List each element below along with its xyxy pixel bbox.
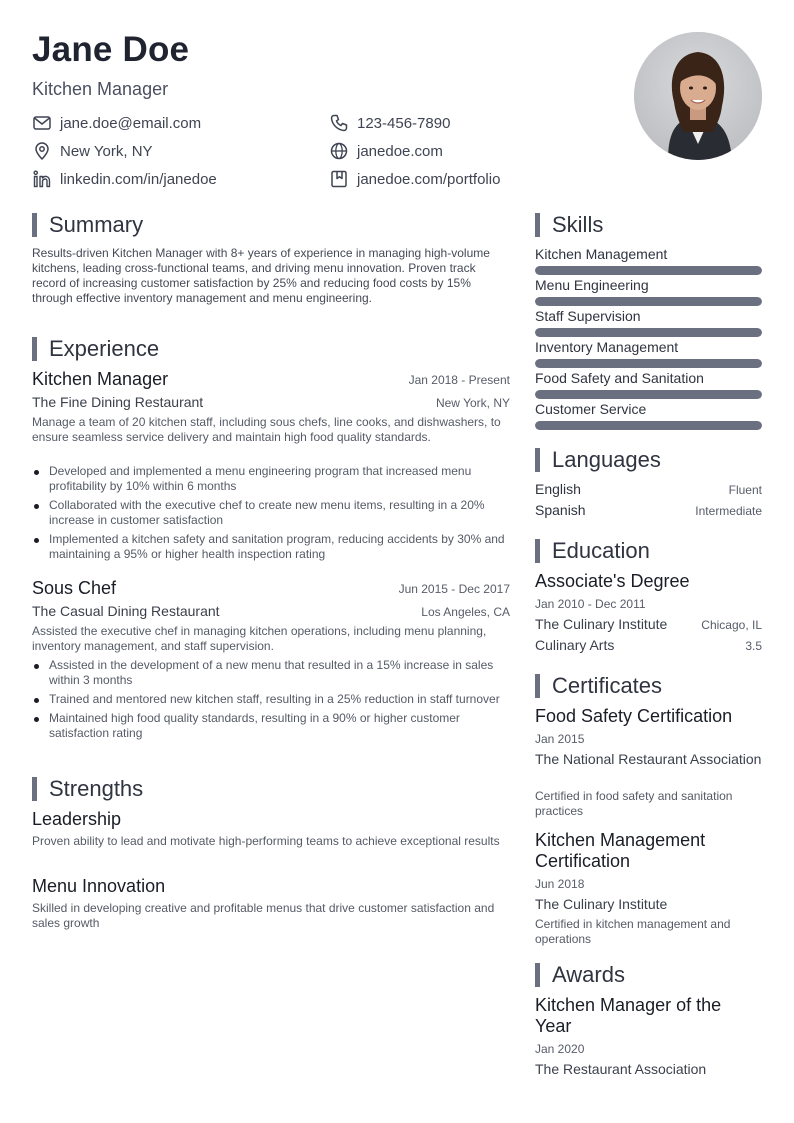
skill-level-bar [535, 297, 762, 306]
education-location: Chicago, IL [701, 618, 762, 632]
heading-accent-bar [535, 448, 540, 472]
education-gpa: 3.5 [745, 639, 762, 653]
skill-name: Food Safety and Sanitation [535, 370, 704, 386]
skill-level-fill [535, 328, 762, 337]
certificate-issuer: The National Restaurant Association [535, 751, 762, 767]
section-heading-strengths-text: Strengths [49, 776, 144, 801]
section-heading-strengths [32, 776, 143, 802]
job-location: New York, NY [435, 396, 510, 410]
section-heading-experience-text: Experience [49, 336, 160, 361]
strength-description: Proven ability to lead and motivate high-performing teams to achieve exceptional results [32, 834, 500, 848]
strength-title: Leadership [32, 809, 122, 829]
contact-portfolio-text: janedoe.com/portfolio [357, 170, 501, 188]
contact-linkedin-text: linkedin.com/in/janedoe [60, 170, 217, 188]
education-field: Culinary Arts [535, 637, 615, 653]
job-company: The Casual Dining Restaurant [32, 603, 220, 619]
bookmark-icon [329, 169, 349, 189]
linkedin-icon [32, 169, 52, 189]
section-heading-skills-text: Skills [552, 212, 604, 237]
skill-level-fill [535, 359, 762, 368]
heading-accent-bar [32, 777, 37, 801]
section-heading-education [535, 538, 650, 564]
language-level: Fluent [728, 483, 762, 497]
skill-level-bar [535, 359, 762, 368]
job-bullet: Assisted in the development of a new menu that resulted in a 15% increase in sales within 3 months [32, 658, 510, 688]
job-description: Manage a team of 20 kitchen staff, including sous chefs, line cooks, and dishwashers, to ensure seamless service delivery and maintain high food quality standards. [32, 415, 501, 444]
section-heading-education-text: Education [552, 538, 650, 563]
language-level: Intermediate [695, 504, 762, 518]
skill-level-fill [535, 390, 762, 399]
certificate-date: Jun 2018 [535, 877, 585, 891]
job-bullet: Trained and mentored new kitchen staff, resulting in a 25% reduction in staff turnover [32, 692, 510, 707]
job-bullet: Maintained high food quality standards, resulting in a 90% or higher customer satisfaction rating [32, 711, 510, 741]
profile-photo [634, 32, 762, 160]
education-date: Jan 2010 - Dec 2011 [535, 597, 646, 611]
contact-phone[interactable] [329, 112, 450, 134]
section-heading-languages [535, 447, 661, 473]
heading-accent-bar [32, 337, 37, 361]
heading-accent-bar [32, 213, 37, 237]
contact-phone-text: 123-456-7890 [357, 114, 451, 132]
contact-location [32, 140, 153, 162]
section-heading-skills [535, 212, 603, 238]
education-field-row [535, 637, 762, 653]
job-bullet: Collaborated with the executive chef to create new menu items, resulting in a 20% increase in customer satisfaction [32, 498, 510, 528]
job-date: Jun 2015 - Dec 2017 [398, 582, 510, 596]
job-bullets [32, 658, 510, 745]
section-heading-summary [32, 212, 143, 238]
certificate-title: Kitchen Management Certification [535, 830, 706, 871]
heading-accent-bar [535, 539, 540, 563]
candidate-name: Jane Doe [32, 30, 190, 69]
job-location: Los Angeles, CA [421, 605, 510, 619]
section-heading-summary-text: Summary [49, 212, 144, 237]
contact-location-text: New York, NY [60, 142, 153, 160]
certificate-issuer: The Culinary Institute [535, 896, 668, 912]
certificate-title: Food Safety Certification [535, 706, 733, 726]
skill-name: Menu Engineering [535, 277, 649, 293]
job-date: Jan 2018 - Present [408, 373, 510, 387]
job-title: Kitchen Manager [32, 369, 169, 389]
contact-email-text: jane.doe@email.com [60, 114, 202, 132]
contact-website-text: janedoe.com [357, 142, 443, 160]
award-date: Jan 2020 [535, 1042, 585, 1056]
skill-name: Customer Service [535, 401, 647, 417]
candidate-title: Kitchen Manager [32, 79, 169, 99]
skill-level-bar [535, 328, 762, 337]
skill-name: Kitchen Management [535, 246, 668, 262]
language-row [535, 502, 762, 518]
contact-linkedin[interactable] [32, 168, 217, 190]
heading-accent-bar [535, 963, 540, 987]
strength-description: Skilled in developing creative and profitable menus that drive customer satisfaction and sales growth [32, 901, 495, 930]
education-degree: Associate's Degree [535, 571, 690, 591]
contact-portfolio[interactable] [329, 168, 500, 190]
section-heading-awards [535, 962, 625, 988]
section-heading-certificates [535, 673, 662, 699]
skill-level-bar [535, 390, 762, 399]
job-bullet: Developed and implemented a menu engineering program that increased menu profitability by 10% within 6 months [32, 464, 510, 494]
education-institution: The Culinary Institute [535, 616, 668, 632]
award-title: Kitchen Manager of the Year [535, 995, 722, 1036]
section-heading-awards-text: Awards [552, 962, 625, 987]
education-institution-row [535, 616, 762, 632]
skill-name: Staff Supervision [535, 308, 641, 324]
section-heading-certificates-text: Certificates [552, 673, 663, 698]
job-bullet: Implemented a kitchen safety and sanitation program, reducing accidents by 30% and maintaining a 95% or higher health inspection rating [32, 532, 510, 562]
phone-icon [329, 113, 349, 133]
contact-email[interactable] [32, 112, 201, 134]
contact-website[interactable] [329, 140, 443, 162]
heading-accent-bar [535, 674, 540, 698]
skill-level-bar [535, 266, 762, 275]
section-heading-experience [32, 336, 159, 362]
job-company: The Fine Dining Restaurant [32, 394, 204, 410]
award-issuer: The Restaurant Association [535, 1061, 707, 1077]
mail-icon [32, 113, 52, 133]
heading-accent-bar [535, 213, 540, 237]
job-description: Assisted the executive chef in managing kitchen operations, including menu planning, inventory management, and staff supervision. [32, 624, 487, 653]
certificate-date: Jan 2015 [535, 732, 585, 746]
skill-level-fill [535, 421, 762, 430]
certificate-description: Certified in food safety and sanitation practices [535, 789, 733, 818]
certificate-description: Certified in kitchen management and operations [535, 917, 731, 946]
job-title: Sous Chef [32, 578, 117, 598]
language-row [535, 481, 762, 497]
location-pin-icon [32, 141, 52, 161]
language-name: Spanish [535, 502, 586, 518]
language-name: English [535, 481, 581, 497]
skill-level-fill [535, 297, 762, 306]
skill-name: Inventory Management [535, 339, 679, 355]
strength-title: Menu Innovation [32, 876, 166, 896]
skill-level-bar [535, 421, 762, 430]
skill-level-fill [535, 266, 762, 275]
summary-text: Results-driven Kitchen Manager with 8+ years of experience in managing high-volume kitchens, leading cross-functional teams, and driving menu innovation. Proven track record of increasing customer satisfaction by 25% and reducing food costs by 15% through effective inventory management and menu engineering. [32, 246, 490, 305]
globe-icon [329, 141, 349, 161]
job-bullets [32, 464, 510, 566]
section-heading-languages-text: Languages [552, 447, 661, 472]
